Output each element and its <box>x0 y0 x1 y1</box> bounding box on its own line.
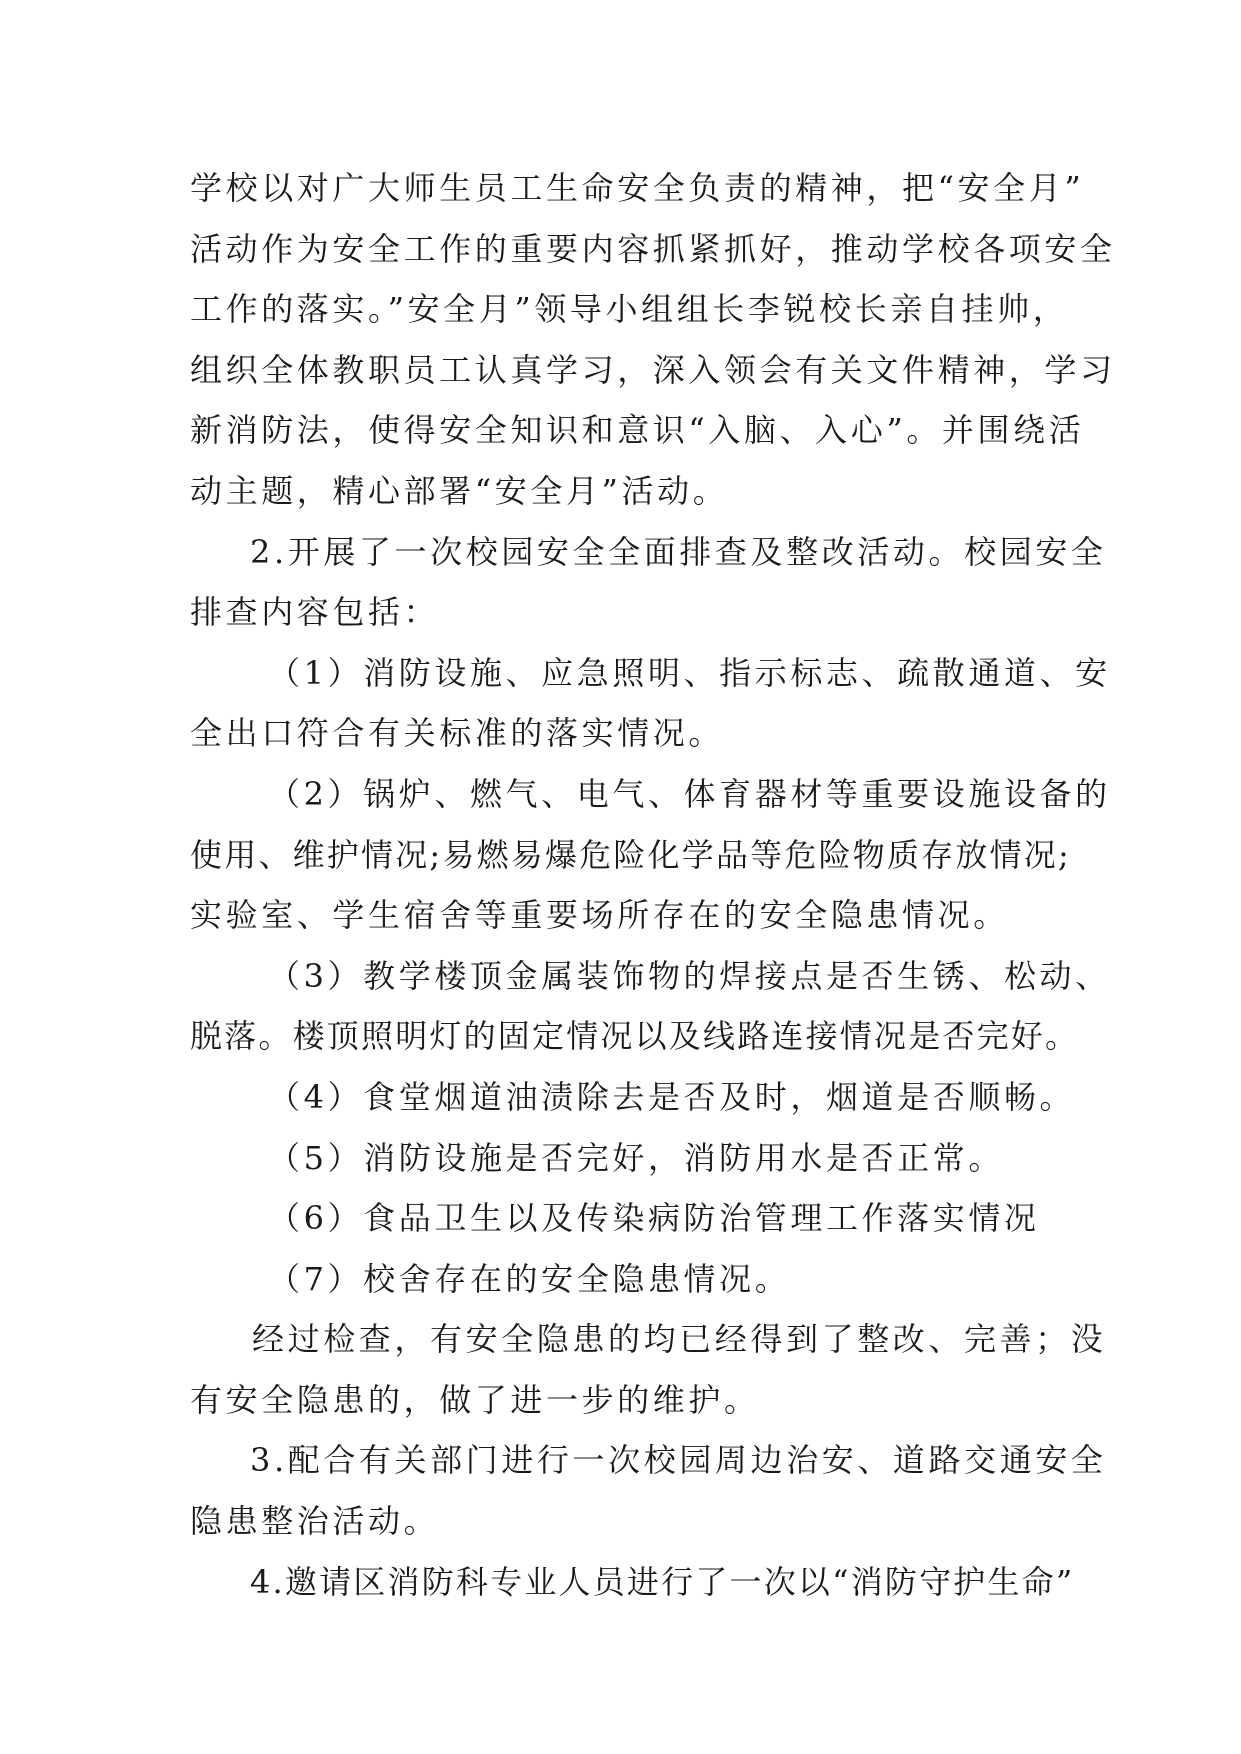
sub-item-6: （6）食品卫生以及传染病防治管理工作落实情况 <box>268 1199 1040 1238</box>
document-body <box>190 158 1116 1612</box>
paragraph-line: 全出口符合有关标准的落实情况。 <box>190 714 725 753</box>
sub-item-3: （3）教学楼顶金属装饰物的焊接点是否生锈、松动、 <box>268 956 1111 995</box>
paragraph-line: 脱落。楼顶照明灯的固定情况以及线路连接情况是否完好。 <box>190 1017 1080 1056</box>
paragraph-line: 隐患整治活动。 <box>190 1502 440 1541</box>
sub-item-7: （7）校舍存在的安全隐患情况。 <box>268 1259 791 1298</box>
paragraph-line: 工作的落实。”安全月”领导小组组长李锐校长亲自挂帅， <box>190 290 1069 329</box>
numbered-item-2: 2.开展了一次校园安全全面排查及整改活动。校园安全 <box>250 532 1107 571</box>
sub-item-4: （4）食堂烟道油渍除去是否及时，烟道是否顺畅。 <box>268 1077 1076 1116</box>
numbered-item-4: 4.邀请区消防科专业人员进行了一次以“消防守护生命” <box>250 1562 1075 1601</box>
paragraph-line: 实验室、学生宿舍等重要场所存在的安全隐患情况。 <box>190 896 1009 935</box>
paragraph-line: 活动作为安全工作的重要内容抓紧抓好，推动学校各项安全 <box>190 229 1116 268</box>
sub-item-5: （5）消防设施是否完好，消防用水是否正常。 <box>268 1138 1004 1177</box>
paragraph-line: 组织全体教职员工认真学习，深入领会有关文件精神，学习 <box>190 350 1116 389</box>
paragraph-line: 有安全隐患的，做了进一步的维护。 <box>190 1380 760 1419</box>
paragraph-line: 经过检查，有安全隐患的均已经得到了整改、完善；没 <box>252 1320 1107 1359</box>
sub-item-2: （2）锅炉、燃气、电气、体育器材等重要设施设备的 <box>268 774 1111 813</box>
paragraph-line: 动主题，精心部署“安全月”活动。 <box>190 471 729 510</box>
paragraph-line: 排查内容包括： <box>190 593 440 632</box>
numbered-item-3: 3.配合有关部门进行一次校园周边治安、道路交通安全 <box>250 1441 1107 1480</box>
sub-item-1: （1）消防设施、应急照明、指示标志、疏散通道、安 <box>268 653 1111 692</box>
paragraph-line: 使用、维护情况;易燃易爆危险化学品等危险物质存放情况; <box>190 835 1071 874</box>
paragraph-line: 新消防法，使得安全知识和意识“入脑、入心”。并围绕活 <box>190 411 1085 450</box>
paragraph-line: 学校以对广大师生员工生命安全负责的精神，把“安全月” <box>190 169 1085 207</box>
